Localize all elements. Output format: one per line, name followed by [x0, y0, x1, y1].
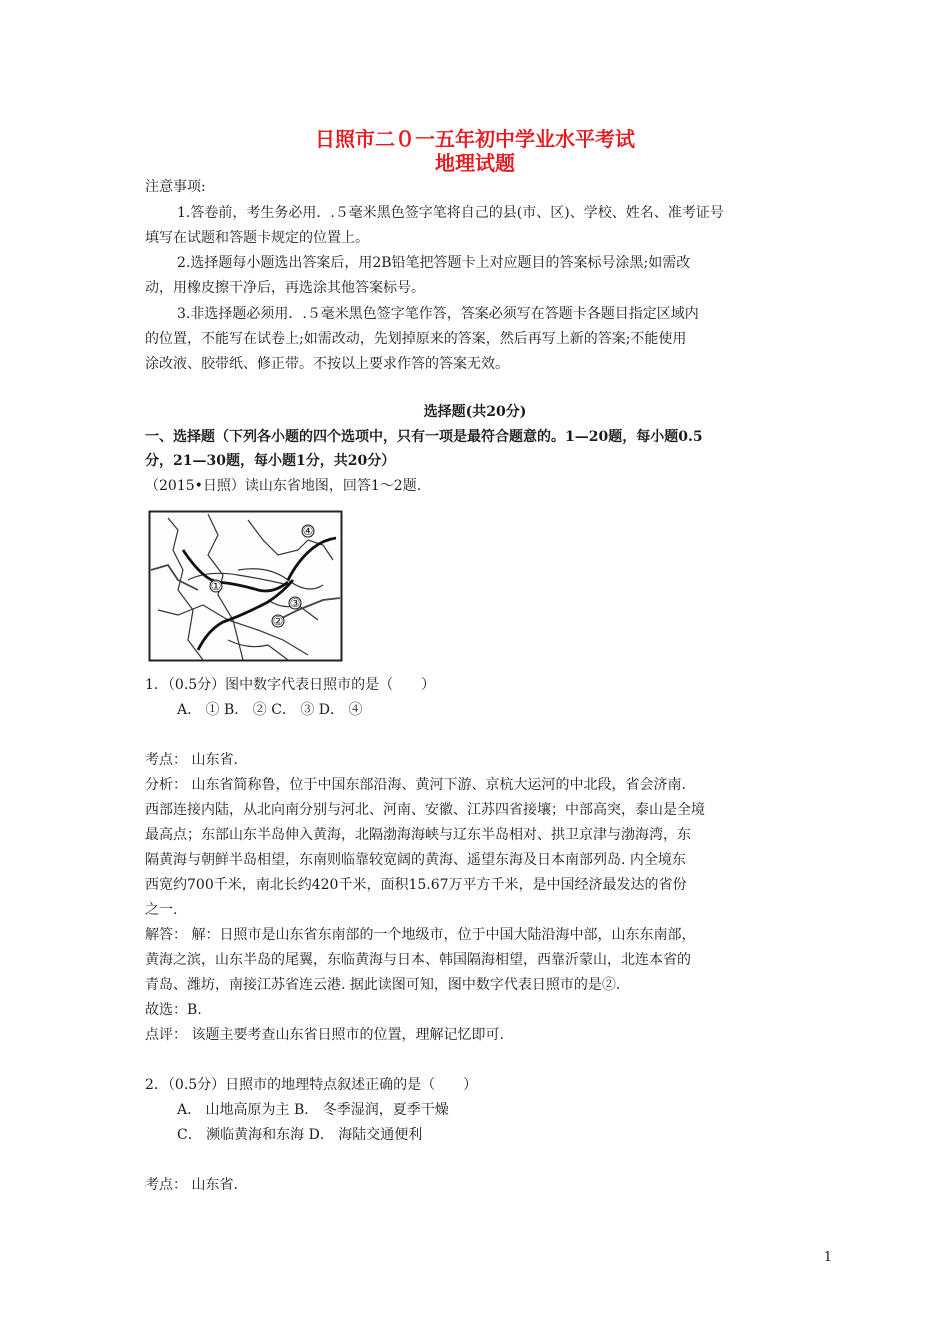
- question-2-options: C． 濒临黄海和东海 D． 海陆交通便利: [177, 1127, 423, 1143]
- exam-subtitle: 地理试题: [435, 151, 515, 175]
- shandong-map: [148, 510, 343, 662]
- notice-line: 的位置，不能写在试卷上;如需改动，先划掉原来的答案，然后再写上新的答案;不能使用: [145, 331, 687, 347]
- section-heading: 选择题(共20分): [423, 404, 527, 420]
- part-instructions: 一、选择题（下列各小题的四个选项中，只有一项是最符合题意的。1—20题，每小题0.5: [145, 429, 703, 445]
- part-instructions: 分，21—30题，每小题1分，共20分）: [145, 453, 396, 469]
- q1-analysis: 分析： 山东省简称鲁，位于中国东部沿海、黄河下游、京杭大运河的中北段，省会济南.: [145, 777, 686, 793]
- q1-kaodian: 考点： 山东省.: [145, 752, 238, 768]
- map-marker: ②: [272, 614, 284, 628]
- q1-analysis: 最高点；东部山东半岛伸入黄海，北隔渤海海峡与辽东半岛相对、拱卫京津与渤海湾，东: [145, 827, 691, 843]
- q1-analysis: 西宽约700千米，南北长约420千米，面积15.67万平方千米，是中国经济最发达的省份: [145, 877, 687, 893]
- q1-solution: 青岛、潍坊，南接江苏省连云港. 据此读图可知，图中数字代表日照市的是②.: [145, 977, 621, 993]
- question-1-options: A． ① B． ② C． ③ D． ④: [177, 702, 363, 718]
- page-number: 1: [823, 1250, 832, 1265]
- notice-line: 涂改液、胶带纸、修正带。不按以上要求作答的答案无效。: [145, 356, 509, 372]
- q1-solution: 黄海之滨，山东半岛的尾翼，东临黄海与日本、韩国隔海相望，西靠沂蒙山，北连本省的: [145, 952, 691, 968]
- question-2-stem: 2．（0.5分）日照市的地理特点叙述正确的是（ ）: [145, 1077, 478, 1093]
- notice-line: 2.选择题每小题选出答案后，用2B铅笔把答题卡上对应题目的答案标号涂黑;如需改: [177, 255, 691, 271]
- q2-kaodian: 考点： 山东省.: [145, 1177, 238, 1193]
- map-marker: ④: [302, 524, 314, 538]
- map-marker: ①: [210, 579, 222, 593]
- notice-line: 填写在试题和答题卡规定的位置上。: [145, 230, 369, 246]
- notice-label: 注意事项:: [145, 179, 206, 195]
- question-group-intro: （2015•日照）读山东省地图，回答1～2题.: [145, 478, 422, 494]
- notice-line: 动，用橡皮擦干净后，再选涂其他答案标号。: [145, 280, 425, 296]
- q1-answer: 故选：B.: [145, 1002, 202, 1018]
- q1-solution: 解答： 解：日照市是山东省东南部的一个地级市，位于中国大陆沿海中部，山东东南部，: [145, 927, 696, 943]
- question-2-options: A． 山地高原为主 B． 冬季湿润，夏季干燥: [177, 1102, 449, 1118]
- map-marker: ③: [289, 596, 301, 610]
- q1-analysis: 西部连接内陆，从北向南分别与河北、河南、安徽、江苏四省接壤；中部高突，泰山是全境: [145, 802, 705, 818]
- notice-line: 3.非选择题必须用．.５毫米黑色签字笔作答，答案必须写在答题卡各题目指定区域内: [177, 306, 699, 322]
- q1-comment: 点评： 该题主要考查山东省日照市的位置，理解记忆即可.: [145, 1027, 504, 1043]
- notice-line: 1.答卷前，考生务必用．.５毫米黑色签字笔将自己的县(市、区)、学校、姓名、准考证号: [177, 205, 724, 221]
- question-1-stem: 1．（0.5分）图中数字代表日照市的是（ ）: [145, 677, 436, 693]
- q1-analysis: 之一.: [145, 902, 178, 918]
- exam-title: 日照市二０一五年初中学业水平考试: [315, 127, 635, 151]
- q1-analysis: 隔黄海与朝鲜半岛相望，东南则临靠较宽阔的黄海、遥望东海及日本南部列岛. 内全境东: [145, 852, 686, 868]
